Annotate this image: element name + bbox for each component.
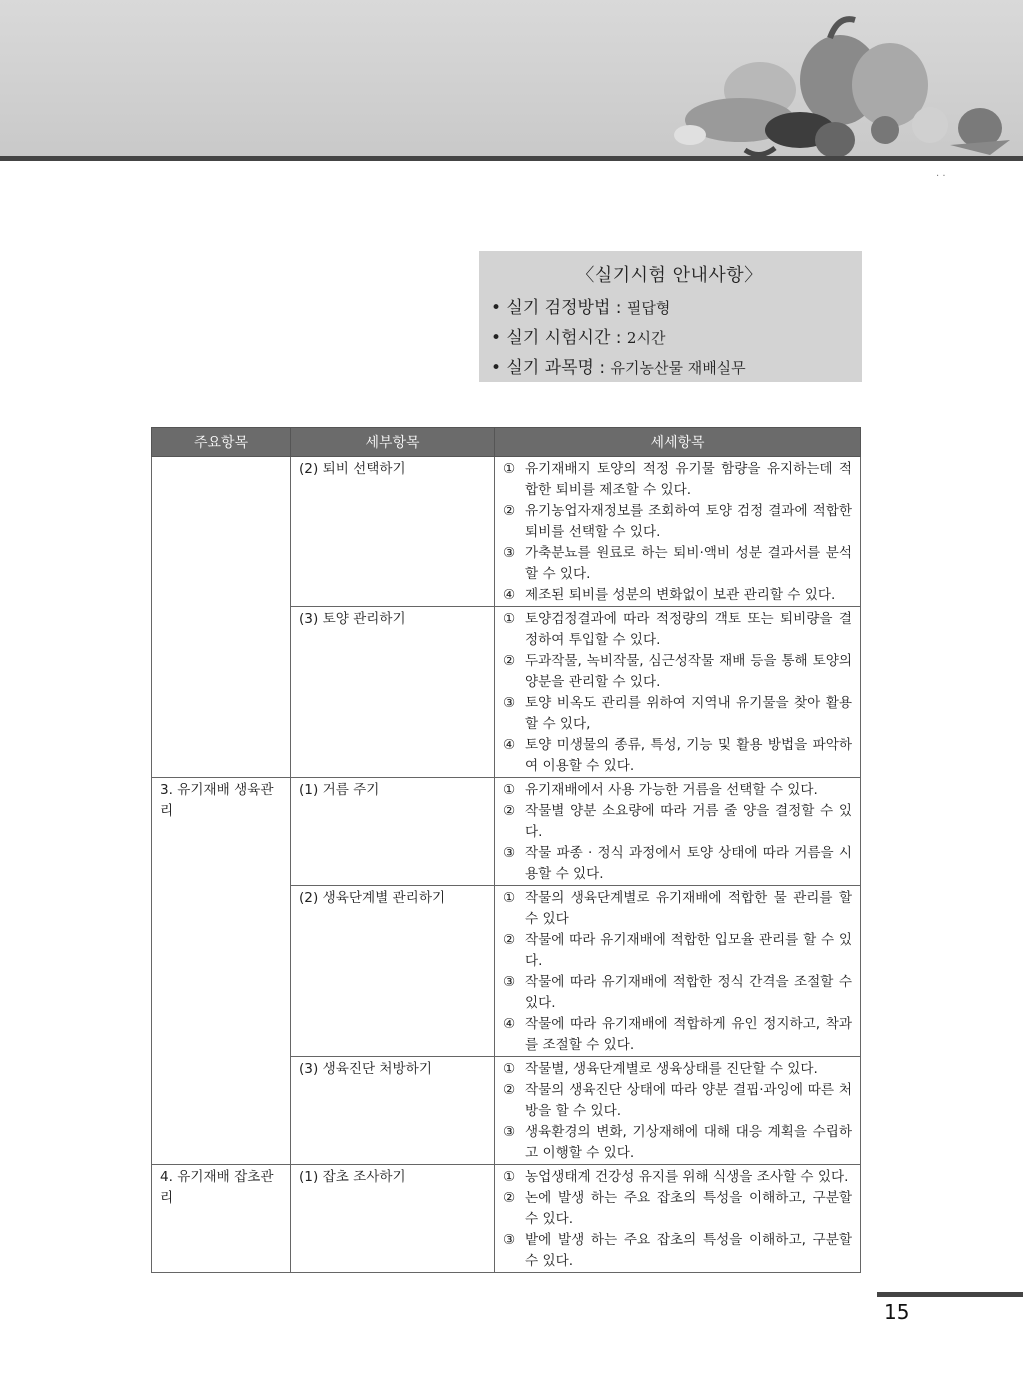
table-header-row [152,428,861,457]
detail-item-text: 작물에 따라 유기재배에 적합한 정식 간격을 조절할 수 있다. [525,974,852,1011]
detail-item-text: 작물의 생육단계별로 유기재배에 적합한 물 관리를 할 수 있다 [525,890,852,927]
detail-item [503,972,852,1014]
sub-item-cell: (1) 잡초 조사하기 [291,1165,495,1273]
sub-item-cell: (3) 생육진단 처방하기 [291,1057,495,1165]
detail-item [503,1167,852,1188]
table-row [152,457,861,607]
detail-cell [495,457,861,607]
header-main-item: 주요항목 [152,428,291,457]
detail-item-text: 제조된 퇴비를 성분의 변화없이 보관 관리할 수 있다. [525,587,836,603]
sub-item-cell: (1) 거름 주기 [291,778,495,886]
detail-item-number: ① [503,611,516,627]
detail-item [503,1014,852,1056]
info-label: • 실기 과목명 : [491,358,606,378]
detail-item-number: ② [503,932,516,948]
detail-cell [495,778,861,886]
detail-item-number: ④ [503,1016,516,1032]
detail-item [503,1188,852,1230]
detail-item-number: ③ [503,695,516,711]
detail-item-text: 작물에 따라 유기재배에 적합하게 유인 정지하고, 착과를 조절할 수 있다. [525,1016,852,1053]
sub-item-cell: (2) 퇴비 선택하기 [291,457,495,607]
main-item-cell [152,457,291,778]
detail-item-number: ② [503,653,516,669]
table-row [152,778,861,886]
detail-item-text: 유기재배에서 사용 가능한 거름을 선택할 수 있다. [525,782,818,798]
detail-item-number: ④ [503,587,516,603]
detail-item-number: ① [503,782,516,798]
vegetable-illustration [650,10,1023,170]
detail-item-number: ② [503,803,516,819]
detail-item-text: 토양 미생물의 종류, 특성, 기능 및 활용 방법을 파악하여 이용할 수 있다. [525,737,852,774]
detail-item [503,585,852,606]
detail-item-text: 두과작물, 녹비작물, 심근성작물 재배 등을 통해 토양의 양분을 관리할 수 있다. [525,653,852,690]
detail-item [503,843,852,885]
detail-item-text: 토양검정결과에 따라 적정량의 객토 또는 퇴비량을 결정하여 투입할 수 있다. [525,611,852,648]
detail-cell [495,607,861,778]
info-line-subject [491,353,848,383]
detail-item [503,1059,852,1080]
info-line-method [491,293,848,323]
syllabus-table [151,427,861,1273]
detail-item-number: ④ [503,737,516,753]
header-detail-item: 세세항목 [495,428,861,457]
detail-item [503,651,852,693]
detail-item [503,801,852,843]
footer-rule [877,1292,1023,1297]
detail-item-number: ② [503,1082,516,1098]
detail-item [503,501,852,543]
main-item-cell: 4. 유기재배 잡초관리 [152,1165,291,1273]
detail-item-number: ① [503,890,516,906]
info-value: 2시간 [626,329,666,347]
detail-item [503,543,852,585]
main-item-cell: 3. 유기재배 생육관리 [152,778,291,1165]
detail-item [503,459,852,501]
detail-item [503,780,852,801]
detail-item-number: ③ [503,1124,516,1140]
detail-item-text: 유기농업자재정보를 조회하여 토양 검정 결과에 적합한 퇴비를 선택할 수 있다. [525,503,852,540]
detail-item-number: ② [503,1190,516,1206]
detail-item-text: 유기재배지 토양의 적정 유기물 함량을 유지하는데 적합한 퇴비를 제조할 수 있다. [525,461,852,498]
detail-item-number: ② [503,503,516,519]
detail-item-number: ③ [503,845,516,861]
exam-info-box [479,251,862,382]
info-label: • 실기 시험시간 : [491,328,622,348]
detail-item-number: ③ [503,1232,516,1248]
detail-item [503,888,852,930]
detail-item-text: 밭에 발생 하는 주요 잡초의 특성을 이해하고, 구분할 수 있다. [525,1232,852,1269]
detail-item-text: 작물에 따라 유기재배에 적합한 입모율 관리를 할 수 있다. [525,932,852,969]
detail-item-number: ① [503,1061,516,1077]
info-label: • 실기 검정방법 : [491,298,622,318]
detail-item-number: ③ [503,974,516,990]
detail-item [503,1230,852,1272]
detail-item [503,930,852,972]
info-line-time [491,323,848,353]
table-row [152,1165,861,1273]
info-value: 필답형 [626,299,671,317]
detail-item-text: 가축분뇨를 원료로 하는 퇴비·액비 성분 결과서를 분석할 수 있다. [525,545,852,582]
detail-item-text: 농업생태계 건강성 유지를 위해 식생을 조사할 수 있다. [525,1169,849,1185]
detail-cell [495,1057,861,1165]
detail-item [503,609,852,651]
detail-item-text: 작물의 생육진단 상태에 따라 양분 결핍·과잉에 따른 처방을 할 수 있다. [525,1082,852,1119]
detail-item-text: 생육환경의 변화, 기상재해에 대해 대응 계획을 수립하고 이행할 수 있다. [525,1124,852,1161]
detail-item-text: 토양 비옥도 관리를 위하여 지역내 유기물을 찾아 활용할 수 있다, [525,695,852,732]
detail-item-text: 논에 발생 하는 주요 잡초의 특성을 이해하고, 구분할 수 있다. [525,1190,852,1227]
info-title: 〈실기시험 안내사항〉 [576,265,763,286]
detail-item-text: 작물별 양분 소요량에 따라 거름 줄 양을 결정할 수 있다. [525,803,852,840]
sub-item-cell: (3) 토양 관리하기 [291,607,495,778]
detail-cell [495,886,861,1057]
detail-item-text: 작물별, 생육단계별로 생육상태를 진단할 수 있다. [525,1061,818,1077]
detail-cell [495,1165,861,1273]
detail-item [503,735,852,777]
detail-item-number: ① [503,1169,516,1185]
detail-item [503,693,852,735]
info-value: 유기농산물 재배실무 [610,359,746,377]
decorative-dots: . . [936,168,946,179]
page-number: 15 [884,1300,910,1324]
detail-item [503,1080,852,1122]
detail-item-text: 작물 파종 · 정식 과정에서 토양 상태에 따라 거름을 시용할 수 있다. [525,845,852,882]
header-rule [0,156,1023,161]
sub-item-cell: (2) 생육단계별 관리하기 [291,886,495,1057]
detail-item-number: ① [503,461,516,477]
detail-item-number: ③ [503,545,516,561]
detail-item [503,1122,852,1164]
header-sub-item: 세부항목 [291,428,495,457]
